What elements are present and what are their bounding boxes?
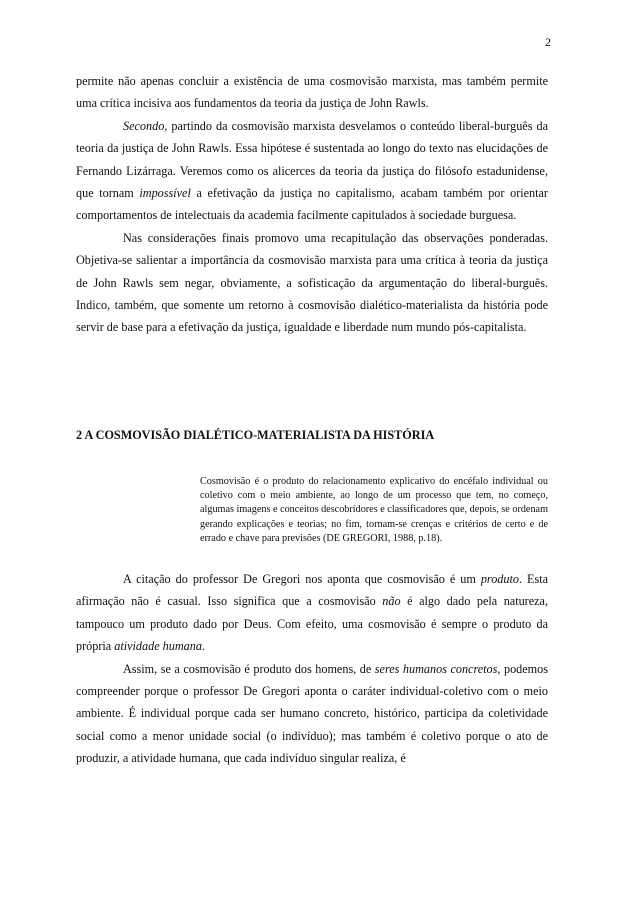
intro-paragraph-2-text-b: a efetivação da justiça no capitalismo, acabam também por orientar comportamentos de intelectuais da academia facilmente capitulados à sociedade burguesa.	[76, 186, 548, 223]
section-paragraph-2-text-a: Assim, se a cosmovisão é produto dos homens, de	[123, 661, 375, 676]
intro-paragraph-2-text-a: , partindo da cosmovisão marxista desvelamos o conteúdo liberal-burguês da teoria da justiça de John Rawls. Essa hipótese é sustentada ao longo do texto nas elucidações de Fernando Lizárraga. Veremos como os alicerces da teoria da justiça do filósofo estadunidense, que tornam	[76, 118, 548, 201]
section-paragraph-1-text-c: é algo dado pela natureza, tampouco um produto dado por Deus. Com efeito, uma cosmovisão é sempre o produto da própria	[76, 594, 549, 654]
intro-paragraph-2	[76, 115, 548, 227]
italic-seres-humanos-concretos: seres humanos concretos	[374, 661, 498, 676]
block-quote: Cosmovisão é o produto do relacionamento explicativo do encéfalo individual ou coletivo com o meio ambiente, ao longo de um processo que tem, no começo, algumas imagens e conceitos descobridores e classificadores que, depois, se ordenam gerando explicações e teorias; no fim, tornam-se crenças e critérios de certo e de errado e chave para previsões (DE GREGORI, 1988, p.18).	[200, 476, 548, 544]
italic-produto: produto	[480, 572, 519, 586]
section-heading: 2 A COSMOVISÃO DIALÉTICO-MATERIALISTA DA HISTÓRIA	[76, 428, 435, 442]
section-paragraph-1-text-b: . Esta afirmação não é casual. Isso significa que a cosmovisão	[76, 572, 548, 609]
intro-text	[76, 70, 548, 339]
italic-impossivel: impossível	[139, 186, 191, 201]
section-paragraph-1-text-a: A citação do professor De Gregori nos aponta que cosmovisão é um	[123, 572, 481, 586]
section-paragraph-1	[76, 568, 548, 658]
intro-paragraph-3: Nas considerações finais promovo uma recapitulação das observações ponderadas. Objetiva-se salientar a importância da cosmovisão marxista para uma crítica à teoria da justiça de John Rawls sem negar, obviamente, a sofisticação da argumentação do liberal-burguês. Indico, também, que somente um retorno à cosmovisão dialético-materialista da história pode servir de base para a efetivação da justiça, igualdade e liberdade num mundo pós-capitalista.	[76, 230, 548, 335]
italic-nao: não	[382, 594, 401, 609]
intro-paragraph-1: permite não apenas concluir a existência de uma cosmovisão marxista, mas também permite uma crítica incisiva aos fundamentos da teoria da justiça de John Rawls.	[76, 74, 548, 111]
section-paragraph-1-text-d: .	[201, 639, 205, 654]
italic-secondo: Secondo	[123, 118, 165, 133]
section-paragraph-2	[76, 658, 548, 770]
italic-atividade-humana: atividade humana	[114, 639, 202, 654]
section-paragraph-2-text-b: , podemos compreender porque o professor De Gregori aponta o caráter individual-coletivo com o meio ambiente. É individual porque cada ser humano concreto, histórico, participa da coletividade social como a menor unidade social (o indivíduo); mas também é coletivo porque o ato de produzir, a atividade humana, que cada indivíduo singular realiza, é	[76, 661, 548, 766]
page-number: 2	[545, 35, 551, 49]
section-text	[76, 568, 548, 770]
